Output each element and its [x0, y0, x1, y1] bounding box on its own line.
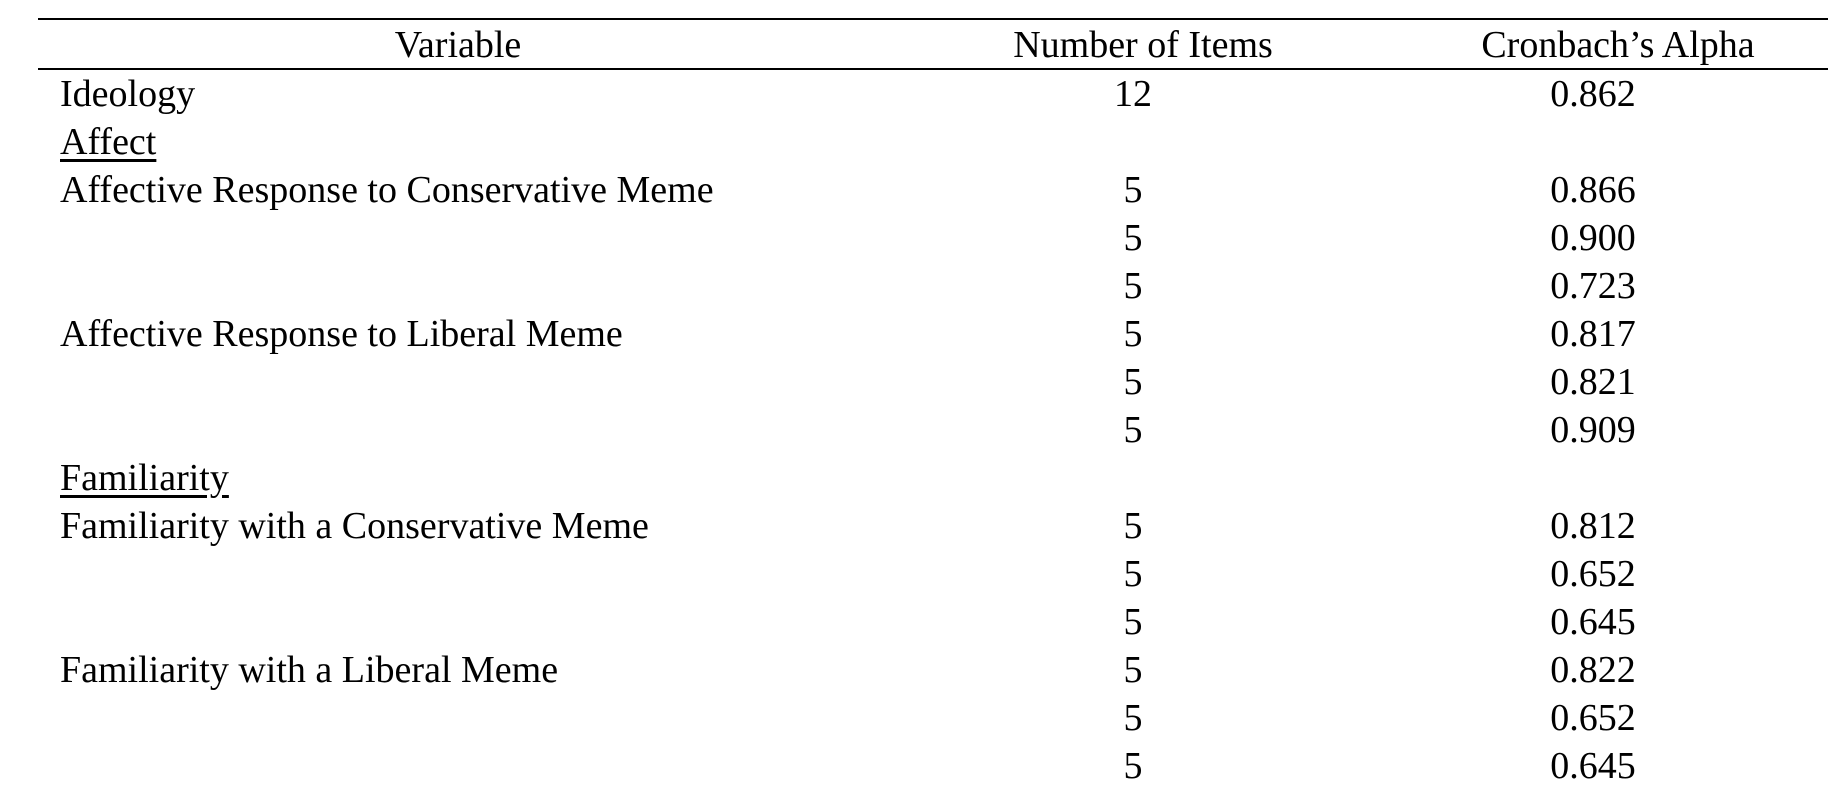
row-items: 5 [1123, 697, 1143, 739]
table-row [38, 742, 1828, 790]
table-row [38, 166, 1828, 214]
table-row [38, 214, 1828, 262]
row-alpha: 0.812 [1550, 505, 1636, 547]
row-items: 5 [1123, 553, 1143, 595]
row-variable: Affective Response to Liberal Meme [60, 313, 623, 355]
table-section-row [38, 118, 1828, 166]
header-cronbachs-alpha: Cronbach’s Alpha [1481, 24, 1755, 66]
row-items: 12 [1114, 73, 1152, 115]
table-row [38, 502, 1828, 550]
section-label-familiarity: Familiarity [60, 457, 229, 499]
row-variable: Familiarity with a Liberal Meme [60, 649, 559, 691]
table-row [38, 406, 1828, 454]
header-variable: Variable [394, 24, 522, 66]
row-alpha: 0.900 [1550, 217, 1636, 259]
row-alpha: 0.817 [1550, 313, 1636, 355]
row-alpha: 0.645 [1550, 601, 1636, 643]
row-variable: Affective Response to Conservative Meme [60, 169, 714, 211]
table-row [38, 646, 1828, 694]
table-row [38, 358, 1828, 406]
table-row [38, 550, 1828, 598]
row-items: 5 [1123, 409, 1143, 451]
row-alpha: 0.652 [1550, 553, 1636, 595]
table-row [38, 70, 1828, 118]
row-items: 5 [1123, 745, 1143, 787]
table-header-row [38, 22, 1828, 68]
table-row [38, 310, 1828, 358]
row-alpha: 0.909 [1550, 409, 1636, 451]
row-items: 5 [1123, 313, 1143, 355]
row-variable: Ideology [60, 73, 196, 115]
row-alpha: 0.862 [1550, 73, 1636, 115]
table-row [38, 262, 1828, 310]
table-row [38, 598, 1828, 646]
row-alpha: 0.822 [1550, 649, 1636, 691]
row-items: 5 [1123, 169, 1143, 211]
row-items: 5 [1123, 217, 1143, 259]
row-alpha: 0.866 [1550, 169, 1636, 211]
row-alpha: 0.821 [1550, 361, 1636, 403]
row-items: 5 [1123, 649, 1143, 691]
table-section-row [38, 454, 1828, 502]
row-variable: Familiarity with a Conservative Meme [60, 505, 649, 547]
row-items: 5 [1123, 505, 1143, 547]
table-top-rule [38, 18, 1828, 20]
row-alpha: 0.723 [1550, 265, 1636, 307]
header-number-of-items: Number of Items [1013, 24, 1273, 66]
table-row [38, 694, 1828, 742]
table-body [38, 70, 1828, 790]
row-items: 5 [1123, 265, 1143, 307]
row-items: 5 [1123, 601, 1143, 643]
row-items: 5 [1123, 361, 1143, 403]
section-label-affect: Affect [60, 121, 157, 163]
row-alpha: 0.652 [1550, 697, 1636, 739]
row-alpha: 0.645 [1550, 745, 1636, 787]
